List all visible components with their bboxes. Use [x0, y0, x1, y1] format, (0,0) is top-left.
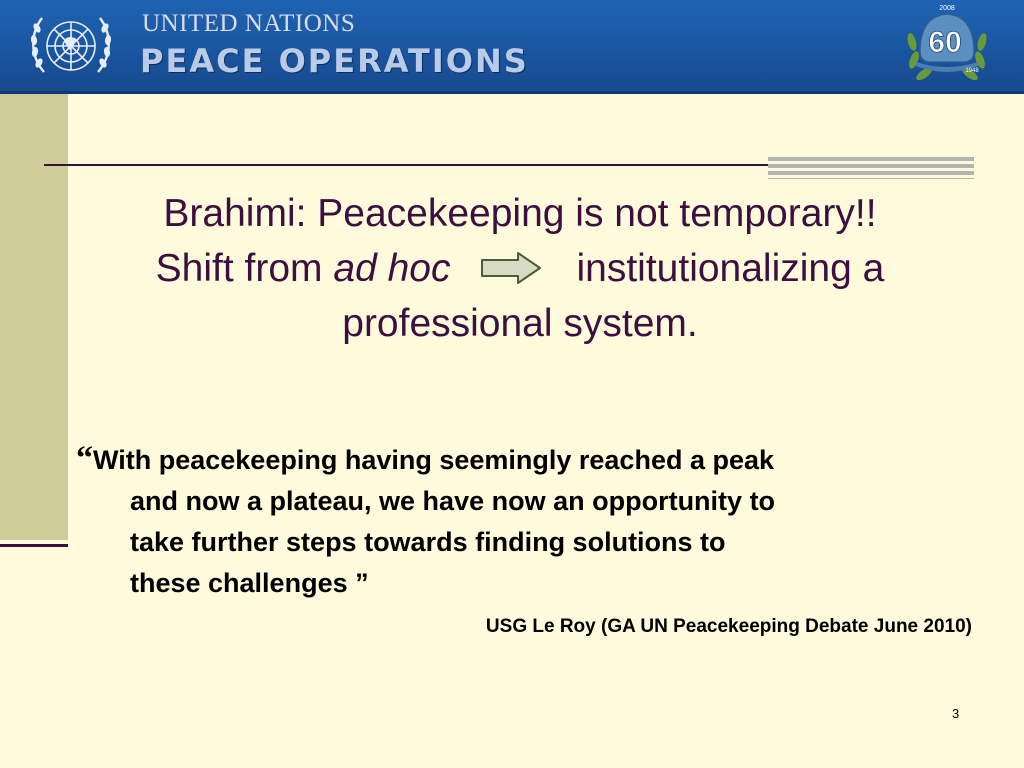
slide-title-line2 — [80, 241, 960, 296]
quote-line4: these challenges ” — [130, 568, 369, 598]
right-arrow-icon — [480, 251, 542, 285]
anniversary-60-badge-icon — [898, 2, 996, 92]
title-ad-hoc: ad hoc — [333, 247, 451, 290]
title-suffix: institutionalizing a — [576, 247, 885, 290]
quote-attribution: USG Le Roy (GA UN Peacekeeping Debate June 2010) — [485, 616, 972, 637]
header-org-line1: UNITED NATIONS — [142, 10, 356, 37]
header-org-line2: PEACE OPERATIONS — [140, 42, 529, 80]
quote-line1: With peacekeeping having seemingly reached a peak — [93, 445, 775, 475]
badge-year-bottom: 1948 — [965, 68, 979, 74]
badge-year-top: 2008 — [939, 5, 955, 12]
slide-title-line1: Brahimi: Peacekeeping is not temporary!! — [163, 192, 877, 235]
left-accent-bar — [0, 94, 68, 540]
quote-line2: and now a plateau, we have now an opportunity to — [130, 486, 776, 516]
un-emblem-icon — [24, 4, 118, 90]
quote-line — [76, 438, 976, 481]
slide-title-line3: professional system. — [342, 302, 698, 345]
badge-number: 60 — [928, 26, 962, 59]
title-prefix: Shift from — [155, 247, 334, 290]
quote-line3: take further steps towards finding solutions to — [130, 527, 726, 557]
header-banner — [0, 0, 1024, 94]
decorative-grey-stripes — [768, 157, 974, 179]
left-accent-rule — [0, 544, 68, 547]
slide-title — [80, 186, 960, 351]
quote-open-mark: “ — [76, 440, 93, 477]
page-number: 3 — [952, 706, 960, 721]
quote-block — [76, 438, 976, 604]
